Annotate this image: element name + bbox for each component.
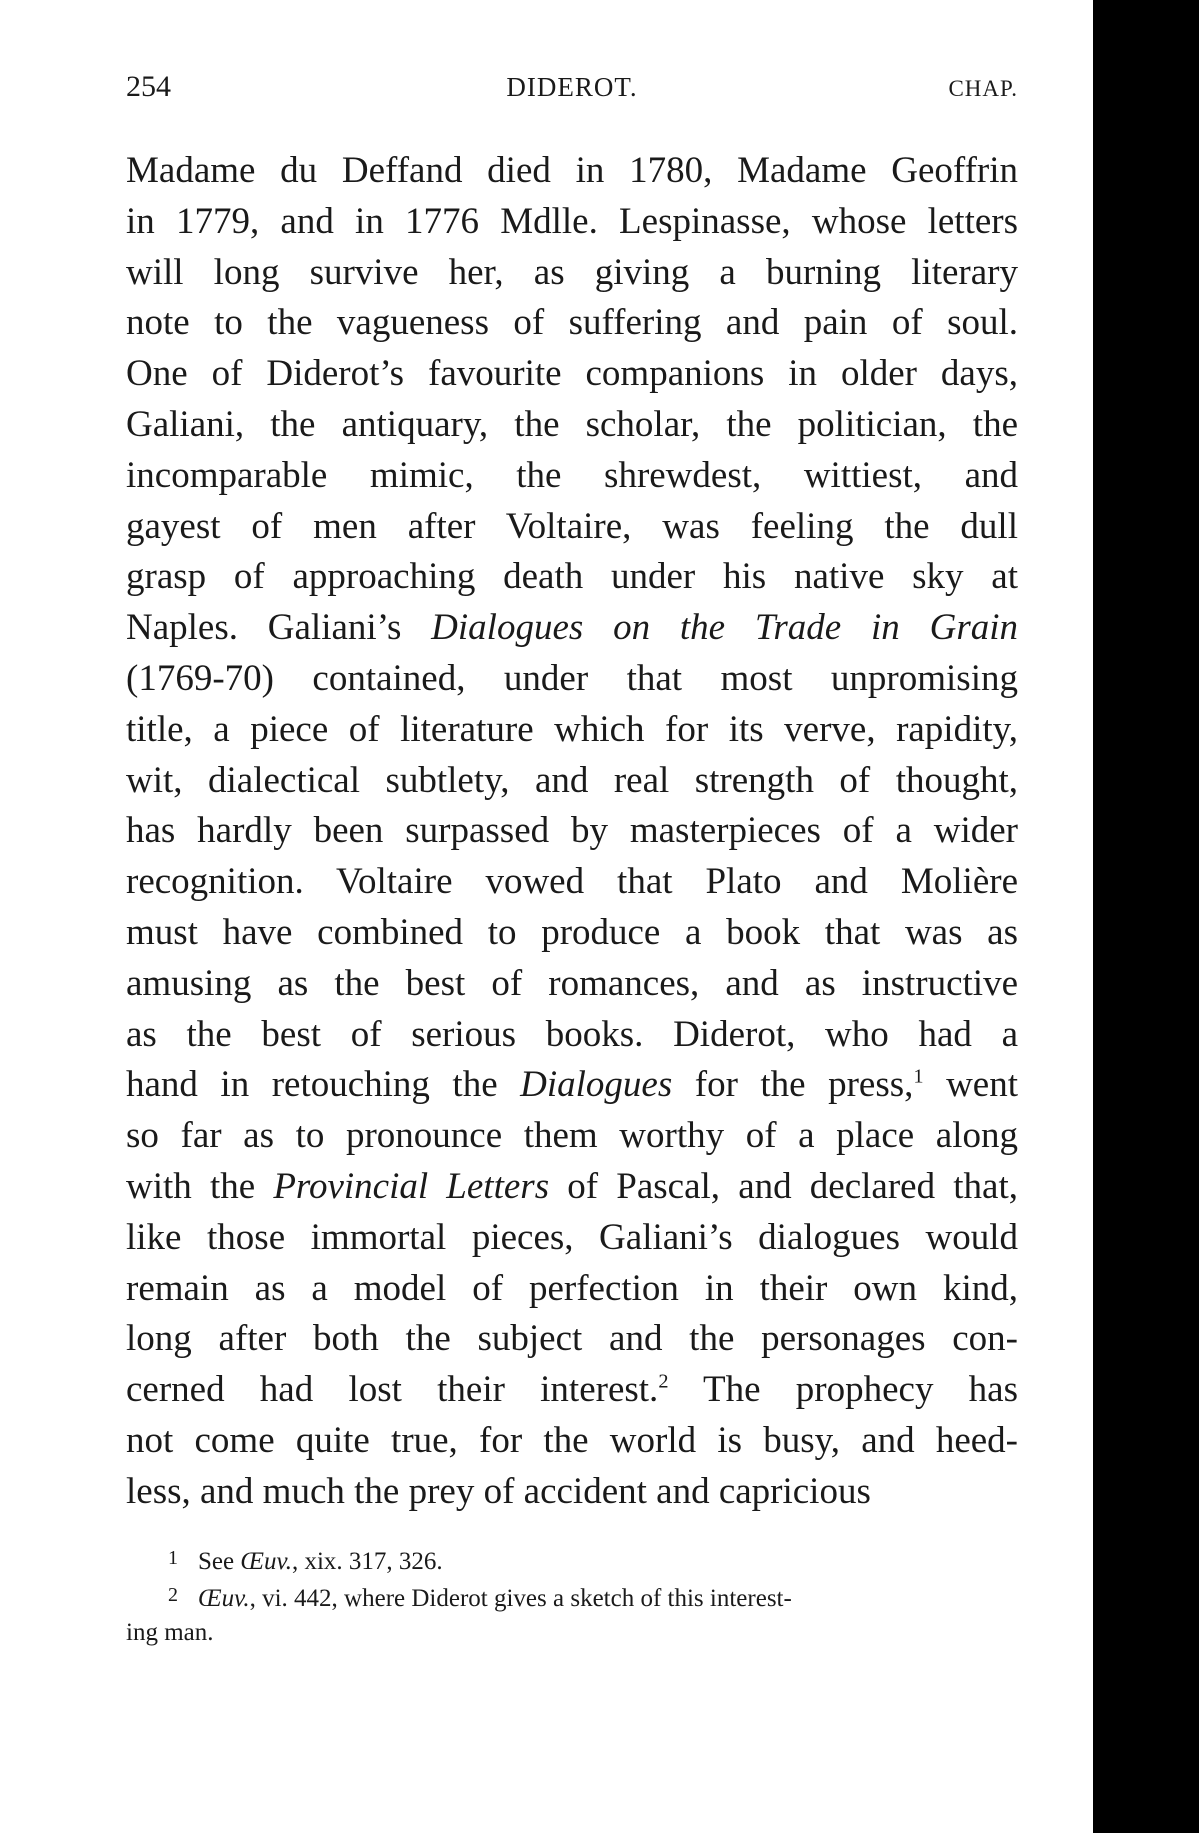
- running-head: DIDEROT.: [506, 72, 638, 102]
- text-line: less, and much the prey of accident and capricious: [126, 1470, 871, 1512]
- footnote-italic: Œuv.: [198, 1585, 250, 1612]
- footnote-reference: 1: [913, 1066, 924, 1089]
- text-line: Naples. Galiani’s Dialogues on the Trade in Grain: [126, 607, 1018, 649]
- text-line: cerned had lost their interest.$^2$ The prophecy has: [126, 1369, 1018, 1411]
- body-text: [126, 146, 1018, 1518]
- text-line: One of Diderot’s favourite companions in older days,: [126, 353, 1018, 395]
- text-line: will long survive her, as giving a burning literary: [126, 251, 1018, 293]
- text-line: so far as to pronounce them worthy of a place along: [126, 1115, 1018, 1157]
- text-line: long after both the subject and the personages con-: [126, 1318, 1018, 1360]
- text-line: incomparable mimic, the shrewdest, wittiest, and: [126, 454, 1018, 496]
- text-line: must have combined to produce a book that was as: [126, 911, 1018, 953]
- text-line: remain as a model of perfection in their own kind,: [126, 1267, 1018, 1309]
- text-line: title, a piece of literature which for its verve, rapidity,: [126, 708, 1018, 750]
- footnote-marker: 2: [168, 1584, 178, 1606]
- text-line: amusing as the best of romances, and as instructive: [126, 962, 1018, 1004]
- text-line: has hardly been surpassed by masterpieces of a wider: [126, 810, 1018, 852]
- text-line: gayest of men after Voltaire, was feeling the dull: [126, 505, 1018, 547]
- text-line: Galiani, the antiquary, the scholar, the politician, the: [126, 403, 1018, 445]
- text-line: in 1779, and in 1776 Mdlle. Lespinasse, whose letters: [126, 200, 1018, 242]
- page-header: [126, 70, 1018, 110]
- text-line: Madame du Deffand died in 1780, Madame Geoffrin: [126, 150, 1018, 191]
- text-line: as the best of serious books. Diderot, who had a: [126, 1013, 1018, 1055]
- italic-title: Dialogues on the Trade in Grain: [431, 607, 1018, 649]
- text-line: with the Provincial Letters of Pascal, and declared that,: [126, 1165, 1018, 1207]
- page-number: 254: [126, 70, 171, 103]
- text-line: hand in retouching the Dialogues for the press,$^1$ went: [126, 1064, 1018, 1106]
- footnotes: [126, 1540, 1018, 1651]
- footnote: 1 See Œuv., xix. 317, 326.: [126, 1540, 1018, 1577]
- text-line: recognition. Voltaire vowed that Plato and Molière: [126, 861, 1018, 903]
- text-line: not come quite true, for the world is busy, and heed-: [126, 1419, 1018, 1461]
- footnote: 2 Œuv., vi. 442, where Diderot gives a sketch of this interest-: [126, 1577, 1018, 1614]
- text-line: grasp of approaching death under his native sky at: [126, 556, 1018, 598]
- text-line: like those immortal pieces, Galiani’s dialogues would: [126, 1216, 1018, 1258]
- footnote-italic: Œuv.: [240, 1548, 292, 1575]
- footnote-continuation: ing man.: [126, 1619, 214, 1646]
- scan-edge-black-bar: [1093, 0, 1199, 1833]
- text-line: (1769-70) contained, under that most unpromising: [126, 657, 1018, 699]
- italic-title: Dialogues: [520, 1064, 673, 1106]
- footnote-reference: 2: [658, 1370, 669, 1393]
- chapter-mark: CHAP.: [948, 76, 1018, 101]
- italic-title: Provincial Letters: [273, 1165, 550, 1207]
- footnote-marker: 1: [168, 1547, 178, 1569]
- text-line: note to the vagueness of suffering and pain of soul.: [126, 302, 1018, 344]
- text-line: wit, dialectical subtlety, and real strength of thought,: [126, 759, 1018, 801]
